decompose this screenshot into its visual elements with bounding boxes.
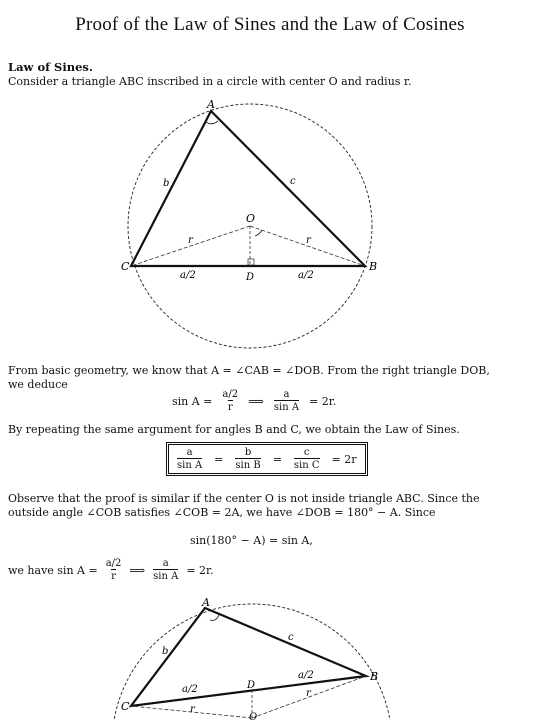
label-d-2: D	[247, 680, 256, 691]
eq3-arrow: ⟹	[129, 563, 146, 577]
label-b: B	[369, 260, 378, 273]
boxed-frac-a: $\frac{a}{\text{sin A}}$	[177, 447, 203, 471]
label-radius-1-2: r	[190, 704, 195, 715]
para3-line1: Observe that the proof is similar if the center O is not inside triangle ABC. Since the	[8, 492, 480, 505]
label-c: C	[121, 260, 130, 273]
eq1-lhs: sin A =	[172, 394, 213, 408]
figure-inscribed-triangle	[0, 92, 540, 350]
label-side-c-2: c	[288, 632, 294, 643]
label-radius-2-2: r	[306, 688, 311, 699]
boxed-rhs: = 2r	[331, 452, 357, 466]
angle-a-mark-2	[210, 615, 219, 620]
para1-line1: From basic geometry, we know that A = ∠CAB = ∠DOB. From the right triangle DOB,	[8, 364, 490, 377]
label-half-1: a/2	[180, 270, 196, 281]
label-side-b-2: b	[162, 646, 169, 657]
equation-1	[172, 389, 336, 413]
page-title: Proof of the Law of Sines and the Law of Cosines	[75, 14, 465, 35]
label-a: A	[207, 98, 215, 111]
label-c-2: C	[121, 700, 130, 713]
eq1-frac-2: $\frac{a}{\text{sin A}}$	[273, 389, 300, 413]
label-side-b: b	[163, 178, 170, 189]
law-of-sines-box	[166, 442, 368, 476]
eq3-rhs: = 2r.	[186, 563, 214, 577]
label-b-2: B	[370, 670, 379, 683]
eq1-rhs: = 2r.	[309, 394, 337, 408]
equation-2: sin(180° − A) = sin A,	[190, 534, 313, 547]
figure-obtuse-triangle	[0, 596, 540, 720]
para1-line2: we deduce	[8, 378, 68, 391]
label-a-2: A	[202, 596, 210, 609]
boxed-frac-b: $\frac{b}{\text{sin B}}$	[235, 447, 261, 471]
radius-ob	[250, 226, 365, 266]
eq3-lead: we have sin A =	[8, 563, 98, 577]
boxed-eq-1: =	[214, 452, 224, 466]
para3-line2: outside angle ∠COB satisfies ∠COB = 2A, we have ∠DOB = 180° − A. Since	[8, 506, 436, 519]
angle-dob-mark	[255, 230, 262, 236]
para2: By repeating the same argument for angles B and C, we obtain the Law of Sines.	[8, 423, 460, 436]
angle-a-mark	[206, 121, 218, 124]
label-d: D	[246, 272, 255, 283]
label-radius-1: r	[188, 235, 193, 246]
label-o-2: O	[249, 712, 258, 720]
section-heading: Law of Sines.	[8, 60, 93, 74]
label-radius-2: r	[306, 235, 311, 246]
triangle-abc-2	[131, 608, 366, 706]
equation-3	[8, 558, 214, 582]
boxed-frac-c: $\frac{c}{\text{sin C}}$	[293, 447, 320, 471]
right-angle-mark	[248, 259, 254, 265]
boxed-eq-2: =	[272, 452, 282, 466]
label-o: O	[246, 212, 256, 225]
label-half-2-2: a/2	[298, 670, 314, 681]
eq1-implies: ⟹	[248, 394, 264, 408]
eq3-frac-1: $\frac{a/2}{r}$	[105, 558, 122, 582]
eq1-frac-1: $\frac{a/2}{r}$	[222, 389, 239, 413]
label-side-c: c	[290, 176, 296, 187]
label-half-2: a/2	[298, 270, 314, 281]
label-half-1-2: a/2	[182, 684, 198, 695]
intro-text: Consider a triangle ABC inscribed in a circle with center O and radius r.	[8, 75, 412, 88]
eq3-frac-2: $\frac{a}{\text{sin A}}$	[153, 558, 179, 582]
